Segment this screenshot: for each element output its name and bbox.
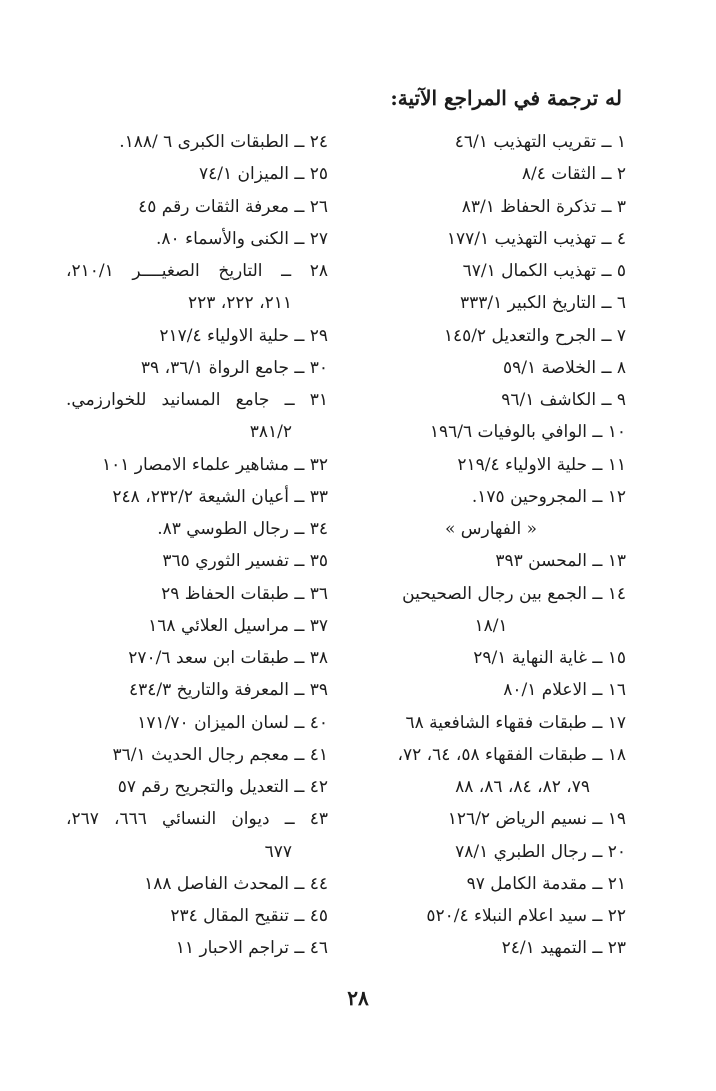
reference-entry: ٣٥ ــ تفسير الثوري ٣٦٥ [162,551,328,572]
reference-entry: ٨ ــ الخلاصة ٥٩/١ [502,357,626,378]
reference-entry: ٤٠ ــ لسان الميزان ١٧١/٧٠ [137,712,328,733]
reference-entry: ٣٦ ــ طبقات الحفاظ ٢٩ [161,583,328,604]
reference-entry: ١٣ ــ المحسن ٣٩٣ [495,551,626,572]
reference-entry: ٧ ــ الجرح والتعديل ١٤٥/٢ [443,325,626,346]
reference-line: ٦٧٧ [264,841,292,862]
reference-line: ١٨/١ [474,615,508,636]
reference-entry: ٢٧ ــ الكنى والأسماء ٨٠. [156,228,328,249]
reference-entry: ٣٩ ــ المعرفة والتاريخ ٤٣٤/٣ [129,680,328,701]
reference-entry: ٤ ــ تهذيب التهذيب ١٧٧/١ [446,228,626,249]
reference-entry: ١٨ ــ طبقات الفقهاء ٥٨، ٦٤، ٧٢، [397,744,626,765]
reference-entry: ٢٢ ــ سيد اعلام النبلاء ٥٢٠/٤ [426,906,626,926]
reference-entry: ٥ ــ تهذيب الكمال ٦٧/١ [462,261,626,281]
reference-line: ٧٩، ٨٢، ٨٤، ٨٦، ٨٨ [455,777,590,797]
reference-entry: ١ ــ تقريب التهذيب ٤٦/١ [454,132,626,152]
reference-line: « الفهارس » [444,519,538,539]
reference-entry: ٣٢ ــ مشاهير علماء الامصار ١٠١ [101,454,328,475]
reference-entry: ٤٤ ــ المحدث الفاصل ١٨٨ [144,873,328,894]
reference-entry: ١٥ ــ غاية النهاية ٢٩/١ [473,648,626,668]
reference-entry: ١٢ ــ المجروحين ١٧٥. [471,486,626,507]
reference-entry: ٣٧ ــ مراسيل العلائي ١٦٨ [148,615,328,636]
reference-entry: ١٤ ــ الجمع بين رجال الصحيحين [402,583,626,604]
page-number: ٢٨ [347,986,369,1010]
reference-entry: ٤١ ــ معجم رجال الحديث ٣٦/١ [112,744,328,765]
reference-entry: ٤٦ ــ تراجم الاحبار ١١ [175,938,328,959]
reference-entry: ١٧ ــ طبقات فقهاء الشافعية ٦٨ [405,712,626,733]
reference-entry: ١٩ ــ نسيم الرياض ١٢٦/٢ [447,809,626,830]
reference-entry: ٢٣ ــ التمهيد ٢٤/١ [501,938,626,959]
reference-entry: ٤٣ ــ ديوان النسائي ٦٦٦، ٢٦٧، [66,809,329,830]
reference-entry: ١٦ ــ الاعلام ٨٠/١ [503,680,626,701]
reference-entry: ٢٥ ــ الميزان ٧٤/١ [198,164,328,185]
reference-entry: ٢٠ ــ رجال الطبري ٧٨/١ [455,841,626,862]
reference-entry: ١٠ ــ الوافي بالوفيات ١٩٦/٦ [429,422,626,443]
reference-entry: ٣ ــ تذكرة الحفاظ ٨٣/١ [461,196,626,217]
reference-entry: ٣٤ ــ رجال الطوسي ٨٣. [157,519,328,539]
reference-entry: ٣٨ ــ طبقات ابن سعد ٢٧٠/٦ [128,648,328,668]
reference-entry: ٢ ــ الثقات ٨/٤ [521,164,626,185]
reference-entry: ٣١ ــ جامع المسانيد للخوارزمي. [66,390,328,410]
reference-entry: ٢٨ ــ التاريخ الصغيــــر ٢١٠/١، [66,261,328,281]
reference-entry: ٢١ ــ مقدمة الكامل ٩٧ [466,873,626,894]
reference-entry: ٣٠ ــ جامع الرواة ٣٦/١، ٣٩ [140,357,328,378]
references-column-left [66,126,328,965]
reference-entry: ٤٥ ــ تنقيح المقال ٢٣٤ [170,906,328,926]
reference-entry: ٤٢ ــ التعديل والتجريح رقم ٥٧ [117,777,328,797]
reference-entry: ٢٦ ــ معرفة الثقات رقم ٤٥ [138,196,328,217]
references-column-right [356,126,626,965]
reference-line: ٣٨١/٢ [249,422,292,443]
reference-entry: ٩ ــ الكاشف ٩٦/١ [501,390,626,410]
reference-entry: ٢٩ ــ حلية الاولياء ٢١٧/٤ [159,325,328,346]
reference-entry: ٦ ــ التاريخ الكبير ٣٣٣/١ [459,293,626,314]
reference-entry: ٢٤ ــ الطبقات الكبرى ٦ /١٨٨. [119,132,328,152]
reference-entry: ٣٣ ــ أعيان الشيعة ٢٣٢/٢، ٢٤٨ [112,486,328,507]
reference-line: ٢١١، ٢٢٢، ٢٢٣ [188,293,292,314]
section-heading: له ترجمة في المراجع الآتية: [390,86,622,110]
reference-entry: ١١ ــ حلية الاولياء ٢١٩/٤ [457,454,626,475]
